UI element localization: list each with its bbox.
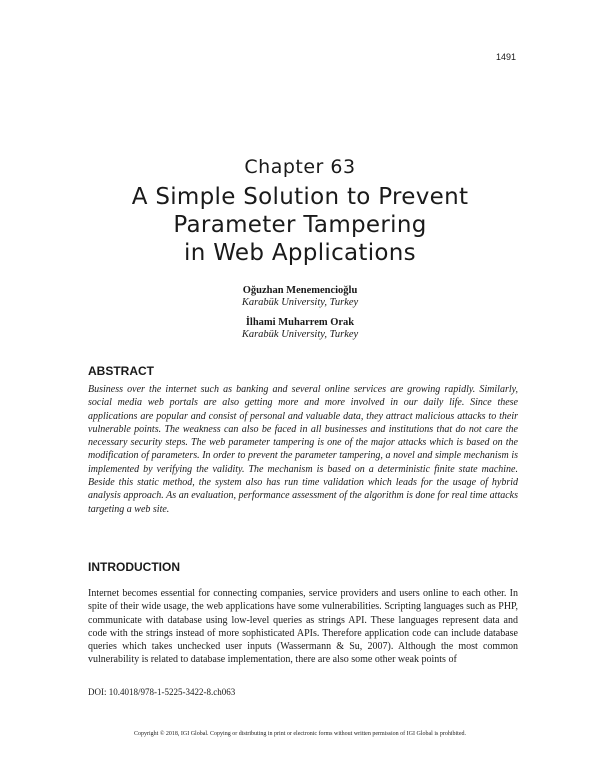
author-name: İlhami Muharrem Orak [245,317,355,328]
chapter-label: Chapter 63 [244,156,356,178]
author-affiliation: Karabük University, Turkey [241,297,359,308]
introduction-heading: INTRODUCTION [88,560,180,574]
author-affiliation: Karabük University, Turkey [241,329,359,340]
copyright-notice: Copyright © 2018, IGI Global. Copying or distributing in print or electronic forms without written permission of IGI Global is prohibited. [133,731,466,737]
chapter-title-line: in Web Applications [184,240,416,266]
introduction-text: Internet becomes essential for connecting companies, service providers and users online to each other. In spite of their wide usage, the web applications have some vulnerabilities. Scripting languages such as PHP, communicate with database using low-level queries as strings API. These languages represent data and code with the strings instead of more sophisticated APIs. Therefore application code can include database queries which takes unchecked user inputs (Wassermann & Su, 2007). Although the most common vulnerability is related to database implementation, there are also some other weak points of [88,588,518,666]
author-entry [0,317,600,341]
abstract-text: Business over the internet such as banking and several online services are growing rapidly. Similarly, social media web portals are also getting more and more involved in our daily life. Since these applications are popular and consist of personal and valuable data, they attract malicious attacks to their vulnerable points. The weakness can also be faced in all businesses and institutions that do not care the necessary security steps. The web parameter tampering is one of the major attacks which is based on the modification of parameters. In order to prevent the parameter tampering, a novel and simple mechanism is implemented by verifying the validity. The mechanism is based on a deterministic finite state machine. Beside this static method, the system also has run time validation which leads for the usage of hybrid analysis approach. As an evaluation, performance assessment of the algorithm is done for real time attacks targeting a web site. [88,384,518,515]
page-number: 1491 [495,52,516,62]
chapter-title-line: Parameter Tampering [173,212,427,238]
authors-block [0,285,600,349]
abstract-heading: ABSTRACT [88,364,154,378]
author-name: Oğuzhan Menemencioğlu [242,285,358,296]
doi-line: DOI: 10.4018/978-1-5225-3422-8.ch063 [88,687,236,697]
author-entry [0,285,600,309]
chapter-title-line: A Simple Solution to Prevent [131,184,469,210]
chapter-title [60,183,540,267]
